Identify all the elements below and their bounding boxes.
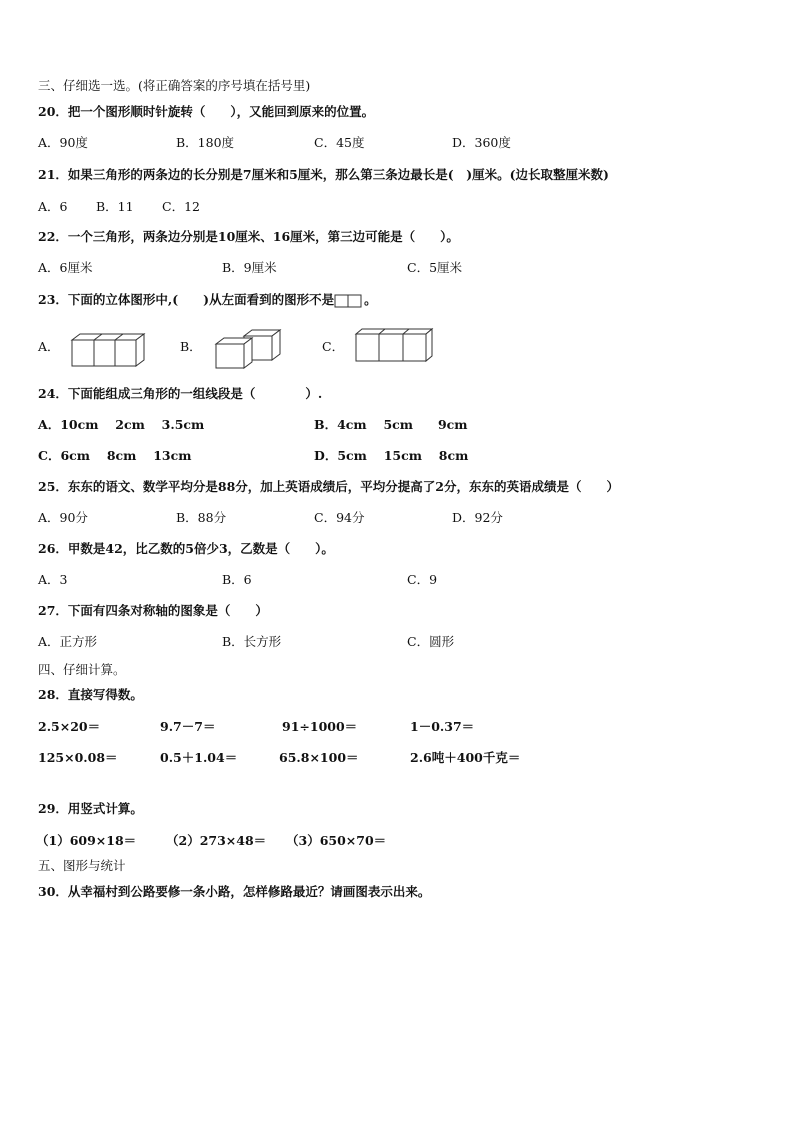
q24-option-a: A．10cm 2cm 3.5cm	[38, 417, 205, 432]
q29-item-1: （1）609×18＝	[36, 833, 137, 848]
cube-figure-b-icon	[210, 326, 286, 372]
q26-option-c: C．9	[407, 572, 438, 587]
q26-option-a: A．3	[38, 572, 68, 587]
section-4-title: 四、仔细计算。	[38, 662, 126, 677]
cube-figure-c-icon	[352, 326, 436, 366]
q27-option-a: A．正方形	[38, 634, 98, 649]
q25-stem: 25．东东的语文、数学平均分是88分，加上英语成绩后，平均分提高了2分，东东的英语成绩是（ ）	[38, 479, 619, 494]
q27-option-c: C．圆形	[407, 634, 455, 649]
q28-item-4: 1－0.37＝	[410, 719, 475, 734]
two-squares-icon	[334, 294, 364, 308]
q23-option-a: A．	[38, 339, 60, 354]
q28-stem: 28．直接写得数。	[38, 687, 143, 702]
q23-stem-end: 。	[364, 292, 377, 307]
q22-stem: 22．一个三角形，两条边分别是10厘米、16厘米，第三边可能是（ ）。	[38, 229, 459, 244]
q26-option-b: B．6	[222, 572, 252, 587]
q23-stem	[38, 291, 377, 309]
q29-stem: 29．用竖式计算。	[38, 801, 143, 816]
q30-stem: 30．从幸福村到公路要修一条小路，怎样修路最近？请画图表示出来。	[38, 884, 431, 899]
q28-item-8: 2.6吨＋400千克＝	[410, 750, 521, 765]
q29-item-2: （2）273×48＝	[166, 833, 267, 848]
q25-option-c: C．94分	[314, 510, 365, 525]
q25-option-b: B．88分	[176, 510, 227, 525]
q22-option-c: C．5厘米	[407, 260, 463, 275]
q22-option-b: B．9厘米	[222, 260, 277, 275]
q21-option-b: B．11	[96, 199, 134, 214]
q24-stem: 24．下面能组成三角形的一组线段是（ ）.	[38, 386, 323, 401]
q28-item-5: 125×0.08＝	[38, 750, 118, 765]
q20-option-b: B．180度	[176, 135, 235, 150]
q24-option-d: D．5cm 15cm 8cm	[314, 448, 469, 463]
section-5-title: 五、图形与统计	[38, 858, 126, 873]
q21-option-a: A．6	[38, 199, 68, 214]
q29-item-3: （3）650×70＝	[286, 833, 387, 848]
q24-option-b: B．4cm 5cm 9cm	[314, 417, 468, 432]
q21-option-c: C．12	[162, 199, 200, 214]
q20-option-d: D．360度	[452, 135, 511, 150]
q28-item-6: 0.5＋1.04＝	[160, 750, 238, 765]
q28-item-2: 9.7－7＝	[160, 719, 216, 734]
q21-stem: 21．如果三角形的两条边的长分别是7厘米和5厘米，那么第三条边最长是( )厘米。(边长取整厘米数)	[38, 167, 609, 182]
q28-item-3: 91÷1000＝	[282, 719, 358, 734]
q23-option-b: B．	[180, 339, 202, 354]
q28-item-1: 2.5×20＝	[38, 719, 101, 734]
q25-option-d: D．92分	[452, 510, 503, 525]
q25-option-a: A．90分	[38, 510, 88, 525]
q24-option-c: C．6cm 8cm 13cm	[38, 448, 192, 463]
section-3-title: 三、仔细选一选。(将正确答案的序号填在括号里)	[38, 78, 311, 93]
q22-option-a: A．6厘米	[38, 260, 93, 275]
q27-stem: 27．下面有四条对称轴的图象是（ ）	[38, 603, 268, 618]
cube-figure-a-icon	[68, 330, 152, 370]
q28-item-7: 65.8×100＝	[279, 750, 359, 765]
q23-stem-text: 23．下面的立体图形中,( )从左面看到的图形不是	[38, 292, 335, 307]
q26-stem: 26．甲数是42，比乙数的5倍少3，乙数是（ ）。	[38, 541, 334, 556]
q20-option-c: C．45度	[314, 135, 365, 150]
q27-option-b: B．长方形	[222, 634, 282, 649]
q20-stem: 20．把一个图形顺时针旋转（ ），又能回到原来的位置。	[38, 104, 375, 119]
q20-option-a: A．90度	[38, 135, 88, 150]
q23-option-c: C．	[322, 339, 345, 354]
